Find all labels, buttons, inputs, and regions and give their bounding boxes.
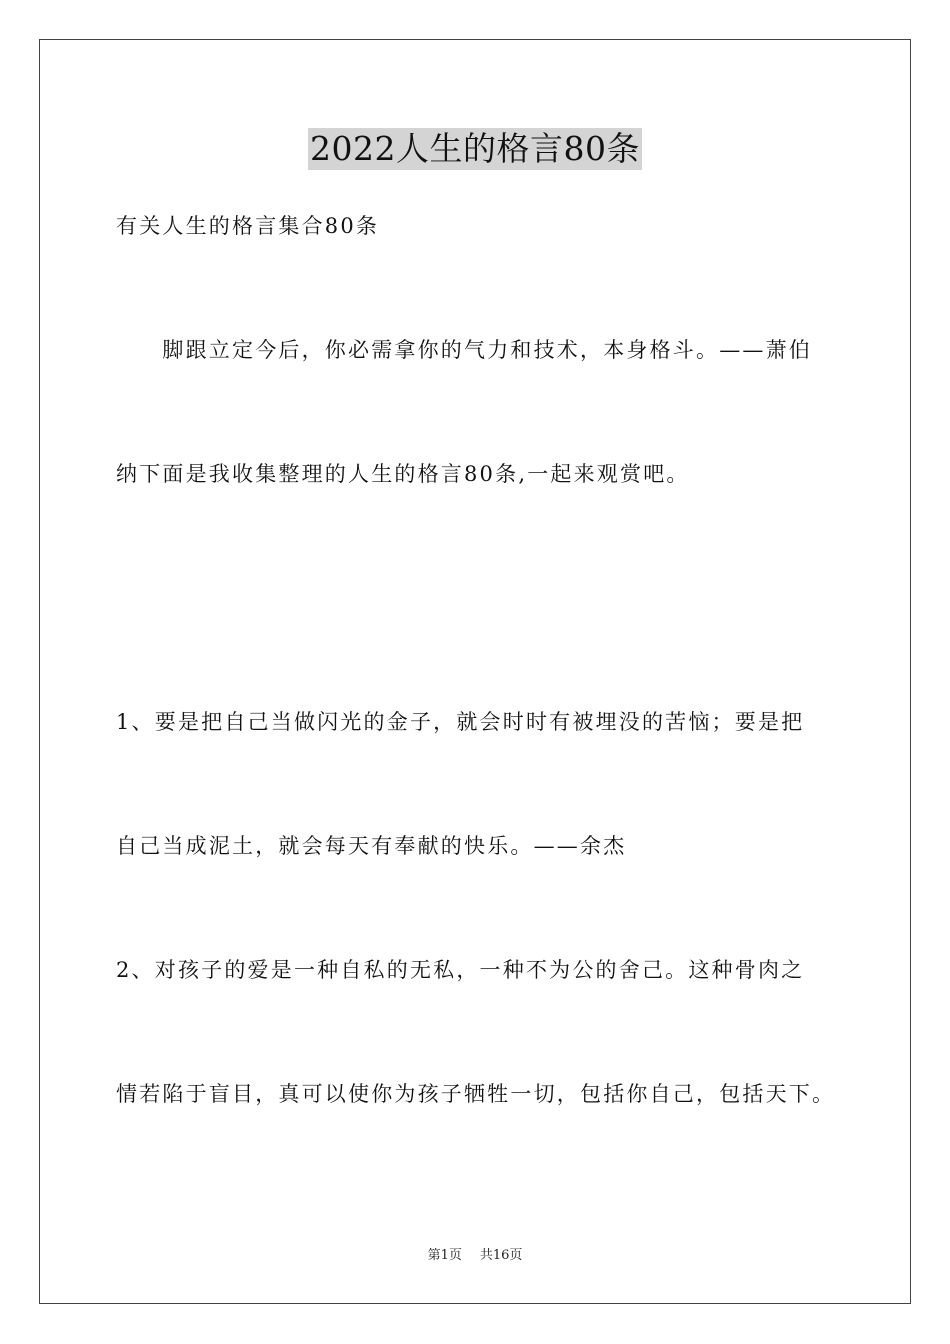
page-number: 第1页 — [427, 1248, 462, 1263]
paragraph-line: 脚跟立定今后，你必需拿你的气力和技术，本身格斗。——萧伯 — [116, 338, 812, 362]
title-container — [0, 128, 950, 170]
document-title: 2022人生的格言80条 — [310, 129, 640, 168]
page-footer — [0, 1247, 950, 1265]
paragraph-line: 1、要是把自己当做闪光的金子，就会时时有被埋没的苦恼；要是把 — [116, 710, 805, 734]
paragraph-line: 2、对孩子的爱是一种自私的无私，一种不为公的舍己。这种骨肉之 — [116, 958, 805, 982]
paragraph-line: 自己当成泥土，就会每天有奉献的快乐。——余杰 — [116, 834, 627, 858]
page-total: 共16页 — [479, 1248, 523, 1263]
paragraph-line: 情若陷于盲目，真可以使你为孩子牺牲一切，包括你自己，包括天下。 — [116, 1082, 836, 1106]
paragraph-line: 纳下面是我收集整理的人生的格言80条,一起来观赏吧。 — [116, 462, 690, 486]
document-subtitle: 有关人生的格言集合80条 — [116, 214, 380, 238]
